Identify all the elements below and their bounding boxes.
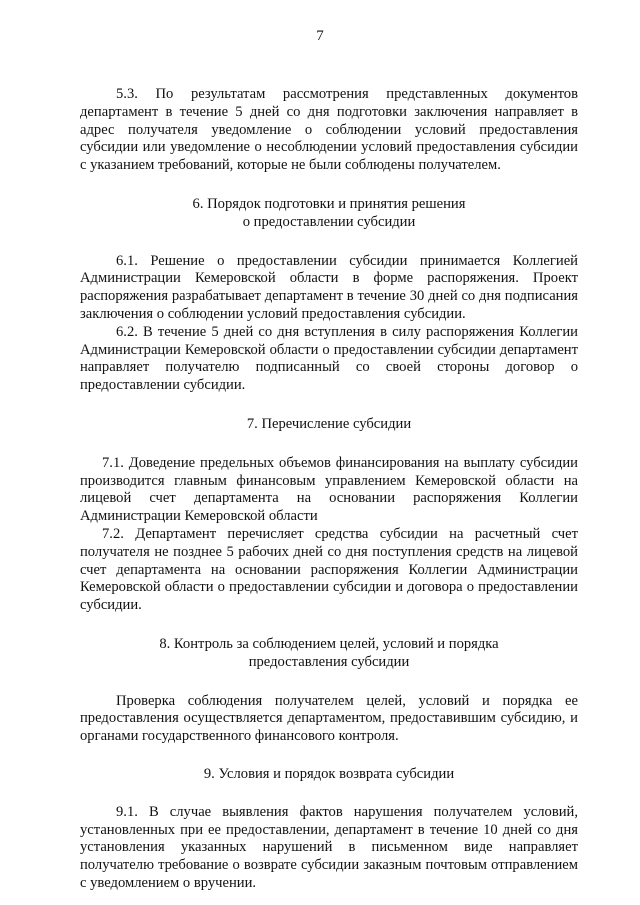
paragraph-6-1: 6.1. Решение о предоставлении субсидии принимается Коллегией Администрации Кемеровской области в форме распоряжения. Проект распоряжения разрабатывает департамент в течение 30 дней со дня подписания заключения о соблюдении условий предоставления субсидии. bbox=[80, 252, 578, 322]
paragraph-7-1: 7.1. Доведение предельных объемов финансирования на выплату субсидии производится главным финансовым управлением Кемеровской области на лицевой счет департамента на основании распоряжения Коллегии Администрации Кемеровской области bbox=[80, 454, 578, 525]
document-body bbox=[80, 86, 578, 893]
section-6-heading bbox=[80, 196, 578, 232]
page-number: 7 bbox=[316, 28, 324, 44]
section-7-heading: 7. Перечисление субсидии bbox=[246, 415, 412, 432]
paragraph-5-3: 5.3. По результатам рассмотрения представленных документов департамент в течение 5 дней со дня подготовки заключения направляет в адрес получателя уведомление о соблюдении условий предоставления субсидии или уведомление о несоблюдении условий предоставления субсидии с указанием требований, которые не были соблюдены получателем. bbox=[80, 86, 578, 174]
section-6-heading-line2: о предоставлении субсидии bbox=[242, 213, 416, 230]
paragraph-7-2: 7.2. Департамент перечисляет средства субсидии на расчетный счет получателя не позднее 5 рабочих дней со дня поступления средств на лицевой счет департамента на основании распоряжения Коллегии Администрации Кемеровской области о предоставлении субсидии и договора о предоставлении субсидии. bbox=[80, 525, 578, 614]
section-8-heading-line2: предоставления субсидии bbox=[248, 653, 410, 670]
paragraph-6-2: 6.2. В течение 5 дней со дня вступления в силу распоряжения Коллегии Администрации Кемеровской области о предоставлении субсидии департамент направляет получателю подписанный со своей стороны договор о предоставлении субсидии. bbox=[80, 323, 578, 394]
paragraph-8: Проверка соблюдения получателем целей, условий и порядка ее предоставления осуществляется департаментом, предоставившим субсидию, и органами государственного финансового контроля. bbox=[80, 692, 578, 745]
section-6-heading-line1: 6. Порядок подготовки и принятия решения bbox=[192, 195, 466, 212]
section-9-heading: 9. Условия и порядок возврата субсидии bbox=[203, 765, 455, 782]
paragraph-9-1: 9.1. В случае выявления фактов нарушения получателем условий, установленных при ее предоставлении, департамент в течение 10 дней со дня установления указанных нарушений в письменном виде направляет получателю требование о возврате субсидии заказным почтовым отправлением с уведомлением о вручении. bbox=[80, 803, 578, 891]
section-8-heading-line1: 8. Контроль за соблюдением целей, условий и порядка bbox=[159, 635, 499, 652]
section-8-heading bbox=[80, 636, 578, 672]
